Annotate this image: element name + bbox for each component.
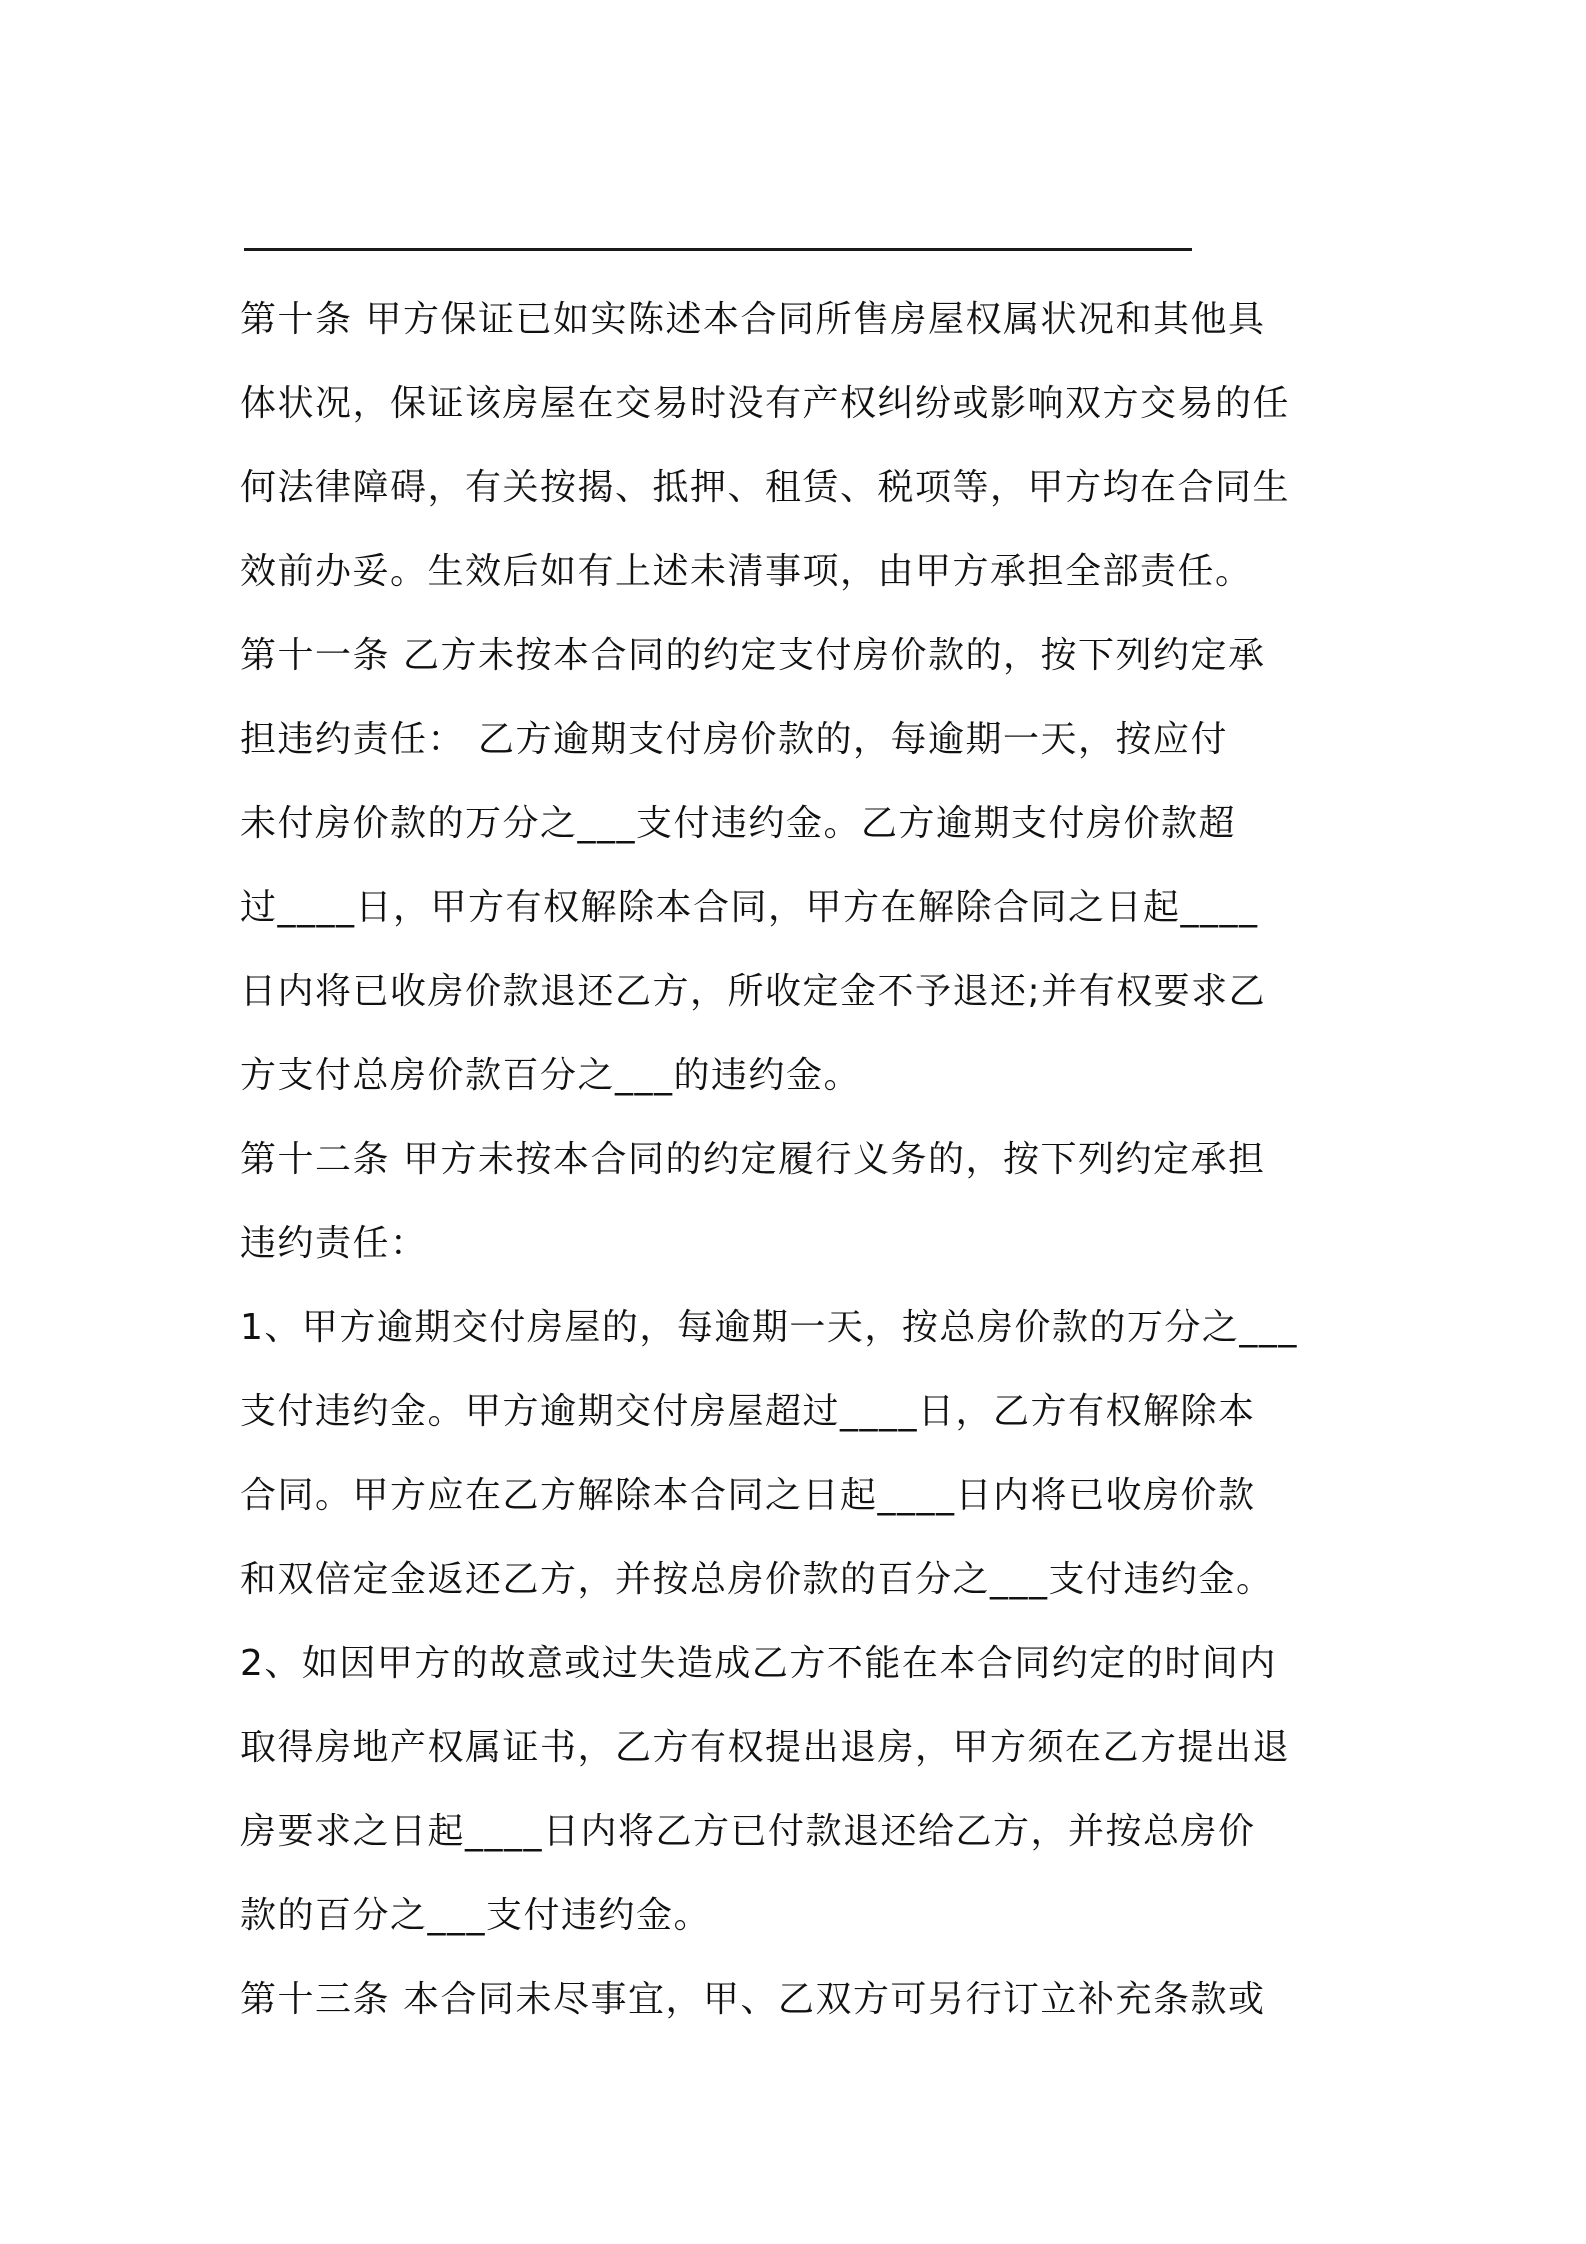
text-line: 何法律障碍，有关按揭、抵押、租赁、税项等，甲方均在合同生 <box>240 467 1291 508</box>
text-line: 第十一条 乙方未按本合同的约定支付房价款的，按下列约定承 <box>240 635 1266 676</box>
text-line: 1、甲方逾期交付房屋的，每逾期一天，按总房价款的万分之___ <box>240 1307 1298 1348</box>
contract-body <box>240 278 1360 2042</box>
top-separator-line <box>244 248 1192 251</box>
text-line: 合同。甲方应在乙方解除本合同之日起____日内将已收房价款 <box>240 1475 1256 1516</box>
text-line: 方支付总房价款百分之___的违约金。 <box>240 1055 862 1096</box>
text-line: 未付房价款的万分之___支付违约金。乙方逾期支付房价款超 <box>240 803 1237 844</box>
text-line: 日内将已收房价款退还乙方，所收定金不予退还;并有权要求乙 <box>240 971 1267 1012</box>
text-line: 第十条 甲方保证已如实陈述本合同所售房屋权属状况和其他具 <box>240 299 1266 340</box>
text-line: 支付违约金。甲方逾期交付房屋超过____日，乙方有权解除本 <box>240 1391 1256 1432</box>
text-line: 担违约责任： 乙方逾期支付房价款的，每逾期一天，按应付 <box>240 719 1228 760</box>
text-line: 取得房地产权属证书，乙方有权提出退房，甲方须在乙方提出退 <box>240 1727 1291 1768</box>
text-line: 体状况，保证该房屋在交易时没有产权纠纷或影响双方交易的任 <box>240 383 1291 424</box>
text-line: 款的百分之___支付违约金。 <box>240 1895 712 1936</box>
text-line: 房要求之日起____日内将乙方已付款退还给乙方，并按总房价 <box>240 1811 1256 1852</box>
text-line: 2、如因甲方的故意或过失造成乙方不能在本合同约定的时间内 <box>240 1643 1277 1684</box>
text-line: 第十三条 本合同未尽事宜，甲、乙双方可另行订立补充条款或 <box>240 1979 1266 2020</box>
text-line: 效前办妥。生效后如有上述未清事项，由甲方承担全部责任。 <box>240 551 1253 592</box>
text-line: 第十二条 甲方未按本合同的约定履行义务的，按下列约定承担 <box>240 1139 1266 1180</box>
text-line: 过____日，甲方有权解除本合同，甲方在解除合同之日起____ <box>240 887 1259 928</box>
text-line: 违约责任： <box>240 1223 428 1264</box>
text-line: 和双倍定金返还乙方，并按总房价款的百分之___支付违约金。 <box>240 1559 1274 1600</box>
